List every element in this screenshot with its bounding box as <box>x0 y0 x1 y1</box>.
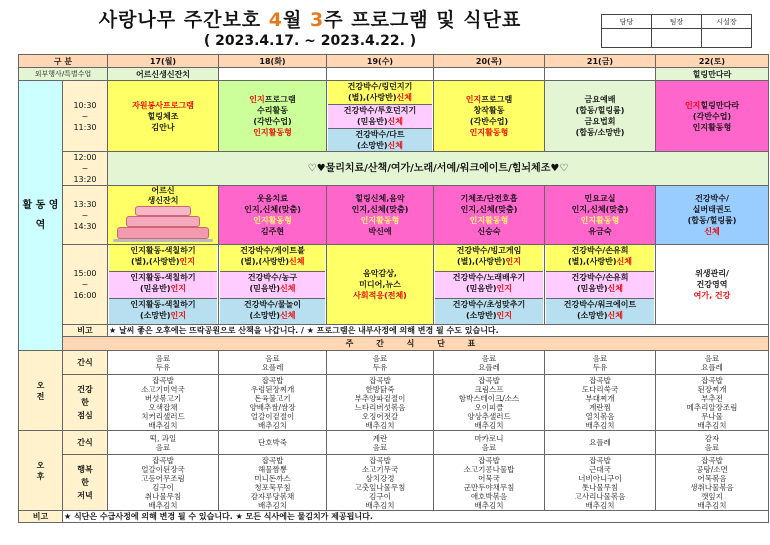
program-name: 힐링체조 <box>147 111 179 121</box>
program-name: 힐링신체,음악 <box>355 194 405 203</box>
program-name: 창작활동 <box>473 106 505 115</box>
meal-cell: 음료 두유 <box>327 351 434 375</box>
meal-cell: 떡, 과일 음료 <box>108 431 219 455</box>
program-type: 신체 <box>387 141 403 150</box>
meal-cell: 잡곡밥 소고기미역국 버섯볶고기 오색잡채 치커리샐러드 배추김치 <box>108 375 219 431</box>
meal-cell: 음료 두유 <box>545 351 656 375</box>
program-type: 인지 <box>505 257 522 266</box>
program-name: 인지활동-색칠하기 <box>130 273 196 282</box>
program-type: 신체 <box>704 227 720 236</box>
meal-cell: 음료 요플레 <box>656 351 769 375</box>
program-type: 인지활동형 <box>253 216 292 225</box>
program-type: 신체 <box>289 257 305 266</box>
program-cell <box>434 186 545 245</box>
meal-type-snack: 간식 <box>63 351 108 375</box>
program-name: 인지활동-색칠하기 <box>130 246 196 255</box>
schedule-table <box>18 54 769 523</box>
meal-cell: 잡곡밥 우렁된장찌개 돈육불고기 양배추쌈/쌈장 얼갈이겉절이 배추김치 <box>219 375 327 431</box>
program-type: 신체 <box>616 257 633 266</box>
day-header: 18(화) <box>219 55 327 68</box>
program-note: ★ 날씨 좋은 오후에는 뜨락공원으로 산책을 나갑니다. / ★ 프로그램은 내부사정에 의해 변경 될 수도 있습니다. <box>108 325 769 337</box>
program-cell: 인지프로그램 창작활동 (각반수업) 인지활동형 <box>434 81 545 152</box>
program-name: 건강박수/손유희 <box>571 246 629 255</box>
title-week: 3 <box>310 9 325 31</box>
program-type: 신체 <box>607 284 623 293</box>
title-month: 4 <box>268 9 284 31</box>
morning-row <box>19 81 769 152</box>
program-name: 민요교실 <box>584 194 616 203</box>
program-name: 건강박수/다트 <box>355 130 405 139</box>
program-name: 건강박수/투호던지기 <box>343 106 417 115</box>
meal-side-pm: 오 후 <box>19 431 63 511</box>
program-name: 건강박수/물놀이 <box>243 300 302 309</box>
time-slot: 10:30 ~ 11:30 <box>63 81 108 152</box>
meal-cell: 잡곡밥 크림스프 함박스테이크/소스 오이피클 양상추샐러드 배추김치 <box>434 375 545 431</box>
lunch-band: ♡♥물리치료/산책/여가/노래/서예/워크에이트/힘뇌체조♥♡ <box>108 152 769 186</box>
program-cell <box>327 186 434 245</box>
program-type: 여가, 건강 <box>693 291 731 300</box>
approval-team-lead: 팀장 <box>652 15 702 29</box>
meal-cell: 잡곡밥 해물짬뽕 미니돈까스 청포묵무침 감자루당볶채 배추김치 <box>219 455 327 511</box>
program-teacher: 김주현 <box>260 227 285 236</box>
program-type: 인지활동형 <box>692 122 732 132</box>
program-name: 건강박수/링던지기 <box>347 82 413 91</box>
program-cell: 인지힐링만다라 (각반수업) 인지활동형 <box>656 81 769 152</box>
program-name: 음악감상, <box>363 269 397 278</box>
program-type: 인지 <box>496 311 512 320</box>
program-class: (합동/소망반) <box>575 128 625 137</box>
time-slot: 13:30 ~ 14:30 <box>63 186 108 245</box>
program-type: 인지 <box>179 257 196 266</box>
meal-type-dinner: 행복 한 저녁 <box>63 455 108 511</box>
program-type: 신체 <box>280 311 296 320</box>
program-name: 수리활동 <box>257 106 288 115</box>
meal-cell: 요플레 <box>545 431 656 455</box>
program-cell: 건강박수/손유희 (별),(사랑반)신체 건강박수/손유희 (믿음반)신체 건강박수/워크에이트 (소망반)신체 <box>545 245 656 325</box>
program-name: 건강박수/농구 <box>247 273 298 282</box>
outside-event-mon: 어르신생신잔치 <box>108 68 219 81</box>
program-type: 신체 <box>387 117 403 126</box>
meal-type-snack: 간식 <box>63 431 108 455</box>
meal-type-lunch: 건강 한 점심 <box>63 375 108 431</box>
program-cell <box>656 186 769 245</box>
meal-cell: 계란 음료 <box>327 431 434 455</box>
program-cell <box>108 81 219 152</box>
program-class: (각반수업) <box>253 117 292 126</box>
program-class: 인지,신체(맞춤) <box>244 205 301 214</box>
program-cell <box>656 245 769 325</box>
meal-cell: 단호박죽 <box>219 431 327 455</box>
afternoon2-row <box>19 245 769 325</box>
program-teacher: 유금숙 <box>588 227 612 236</box>
cake-label: 어르신 <box>151 186 175 195</box>
meal-cell: 음료 두유 <box>108 351 219 375</box>
program-cell <box>545 81 656 152</box>
program-type: 인지활동형 <box>469 216 509 225</box>
program-name: 실버태권도 <box>692 205 732 214</box>
outside-event-label: 외부행사/특별수업 <box>19 68 108 81</box>
day-header: 20(목) <box>434 55 545 68</box>
day-header-row <box>19 55 769 68</box>
program-name: 웃음치료 <box>257 194 288 203</box>
program-name: 건강박수/빙고게임 <box>456 246 522 255</box>
meal-cell: 잡곡밥 얼갈이된장국 고등어무조림 김구이 취나물무침 배추김치 <box>108 455 219 511</box>
program-type: 인지 <box>170 284 186 293</box>
day-header: 21(금) <box>545 55 656 68</box>
program-name: 건강박수/초성맞추기 <box>452 300 526 309</box>
approval-staff: 담당 <box>602 15 652 29</box>
program-note-row <box>19 325 769 337</box>
program-name: 금요법회 <box>584 117 616 126</box>
birthday-cake-cell <box>108 186 219 245</box>
program-class: (각반수업) <box>692 111 732 121</box>
lunch-row <box>19 375 769 431</box>
approval-sign-cell[interactable] <box>602 29 652 48</box>
program-type: 인지 <box>170 311 186 320</box>
afternoon1-row <box>19 186 769 245</box>
lunch-band-row <box>19 152 769 186</box>
program-name: 건강박수/ <box>695 194 729 203</box>
meal-cell: 감자 음료 <box>656 431 769 455</box>
program-type: 신체 <box>396 93 413 102</box>
program-teacher: 박신애 <box>368 227 392 236</box>
meal-note: ★ 식단은 수급사정에 의해 변경 될 수 있습니다. ★ 모든 식사에는 물김치가 제공됩니다. <box>63 511 769 523</box>
program-cell: 인지프로그램 수리활동 (각반수업) 인지활동형 <box>219 81 327 152</box>
approval-sign-cell[interactable] <box>652 29 702 48</box>
program-class: (합동/힐링룸) <box>687 216 737 225</box>
program-cell: 건강박수/빙고게임 (별),(사랑반)인지 건강박수/노래배우기 (믿음반)인지 건강박수/초성맞추기 (소망반)인지 <box>434 245 545 325</box>
note-label: 비고 <box>19 511 63 523</box>
outside-event-row <box>19 68 769 81</box>
cake-icon <box>108 186 218 244</box>
meal-cell: 음료 요플레 <box>434 351 545 375</box>
title-prefix: 사랑나무 주간보호 <box>98 9 262 31</box>
meal-cell: 마카로니 음료 <box>434 431 545 455</box>
meal-cell: 잡곡밥 근대국 너비아니구이 톳나물무침 고사리나물볶음 배추김치 <box>545 455 656 511</box>
meal-note-row <box>19 511 769 523</box>
dinner-row <box>19 455 769 511</box>
program-cell <box>219 186 327 245</box>
program-type: 인지활동형 <box>580 216 620 225</box>
program-name: 기체조/단전호흡 <box>460 194 518 203</box>
program-cell <box>545 186 656 245</box>
program-name: 건강영역 <box>696 280 728 289</box>
program-type: 인지활동형 <box>360 216 400 225</box>
program-title: 자원봉사프로그램 <box>132 100 194 110</box>
meal-section-title: 주 간 식 단 표 <box>63 337 769 351</box>
outside-event-sat: 힐링만다라 <box>656 68 769 81</box>
program-type: 인지활동형 <box>469 128 509 137</box>
pm-snack-row <box>19 431 769 455</box>
program-cell: 인지활동-색칠하기 (별),(사랑반)인지 인지활동-색칠하기 (믿음반)인지 인지활동-색칠하기 (소망반)인지 <box>108 245 219 325</box>
program-class: 인지,신체(맞춤) <box>571 205 629 214</box>
day-header: 22(토) <box>656 55 769 68</box>
meal-cell: 잡곡밥 한방닭죽 부추양파겉절이 느타리버섯볶음 오징어젓갈 배추김치 <box>327 375 434 431</box>
program-class: 인지,신체(맞춤) <box>460 205 518 214</box>
program-name: 건강박수/손유희 <box>571 273 629 282</box>
title-month-unit: 월 <box>283 9 303 31</box>
meal-title-row <box>19 337 769 351</box>
program-name: 건강박수/노래배우기 <box>452 273 526 282</box>
note-label: 비고 <box>63 325 108 337</box>
program-cell <box>327 245 434 325</box>
meal-cell: 음료 요플레 <box>219 351 327 375</box>
meal-cell: 잡곡밥 소고기무국 삼치강정 고춧잎나물무침 김구이 배추김치 <box>327 455 434 511</box>
program-type: 신체 <box>607 311 623 320</box>
program-teacher: 김안나 <box>151 122 175 132</box>
program-class: (각반수업) <box>469 117 509 126</box>
program-name: 미디어,뉴스 <box>359 280 401 289</box>
time-slot: 12:00 ~ 13:20 <box>63 152 108 186</box>
title-suffix: 주 프로그램 및 식단표 <box>324 9 522 31</box>
date-range: ( 2023.4.17. ~ 2023.4.22. ) <box>203 33 417 49</box>
cake-label: 생신잔치 <box>147 196 179 205</box>
program-name: 건강박수/워크에이트 <box>563 300 637 309</box>
program-name: 건강박수/게이트볼 <box>240 246 305 255</box>
program-type: 사회적응(전체) <box>353 291 407 300</box>
page-title <box>18 8 602 52</box>
program-name: 위생관리/ <box>695 269 729 278</box>
program-name: 인지활동-색칠하기 <box>130 300 196 309</box>
program-type: 인지활동형 <box>253 128 292 137</box>
program-type: 인지 <box>496 284 512 293</box>
approval-box <box>601 14 752 48</box>
am-snack-row <box>19 351 769 375</box>
meal-cell: 잡곡밥 된장찌개 부추전 메추리알장조림 무나물 배추김치 <box>656 375 769 431</box>
program-class: 인지,신체(맞춤) <box>351 205 409 214</box>
activity-side-label: 활 동 영 역 <box>19 81 63 351</box>
meal-cell: 잡곡밥 도다리쑥국 부대찌개 계란찜 열치볶음 배추김치 <box>545 375 656 431</box>
division-header: 구 분 <box>19 55 108 68</box>
day-header: 17(월) <box>108 55 219 68</box>
program-name: 금요예배 <box>584 95 616 104</box>
day-header: 19(수) <box>327 55 434 68</box>
time-slot: 15:00 ~ 16:00 <box>63 245 108 325</box>
program-cell: 건강박수/링던지기 (별),(사랑반)신체 건강박수/투호던지기 (믿음반)신체 건강박수/다트 (소망반)신체 <box>327 81 434 152</box>
program-teacher: 신승숙 <box>477 227 501 236</box>
approval-sign-cell[interactable] <box>702 29 752 48</box>
program-cell: 건강박수/게이트볼 (별),(사랑반)신체 건강박수/농구 (믿음반)신체 건강박수/물놀이 (소망반)신체 <box>219 245 327 325</box>
meal-side-am: 오 전 <box>19 351 63 431</box>
meal-cell: 잡곡밥 공탕/소면 어묵볶음 생취나물볶음 깻잎지 배추김치 <box>656 455 769 511</box>
meal-cell: 잡곡밥 소고기콩나물밥 어묵국 군만두야채무침 애호박볶음 배추김치 <box>434 455 545 511</box>
program-class: (합동/힐링룸) <box>575 106 625 115</box>
approval-director: 시설장 <box>702 15 752 29</box>
program-type: 신체 <box>280 284 296 293</box>
